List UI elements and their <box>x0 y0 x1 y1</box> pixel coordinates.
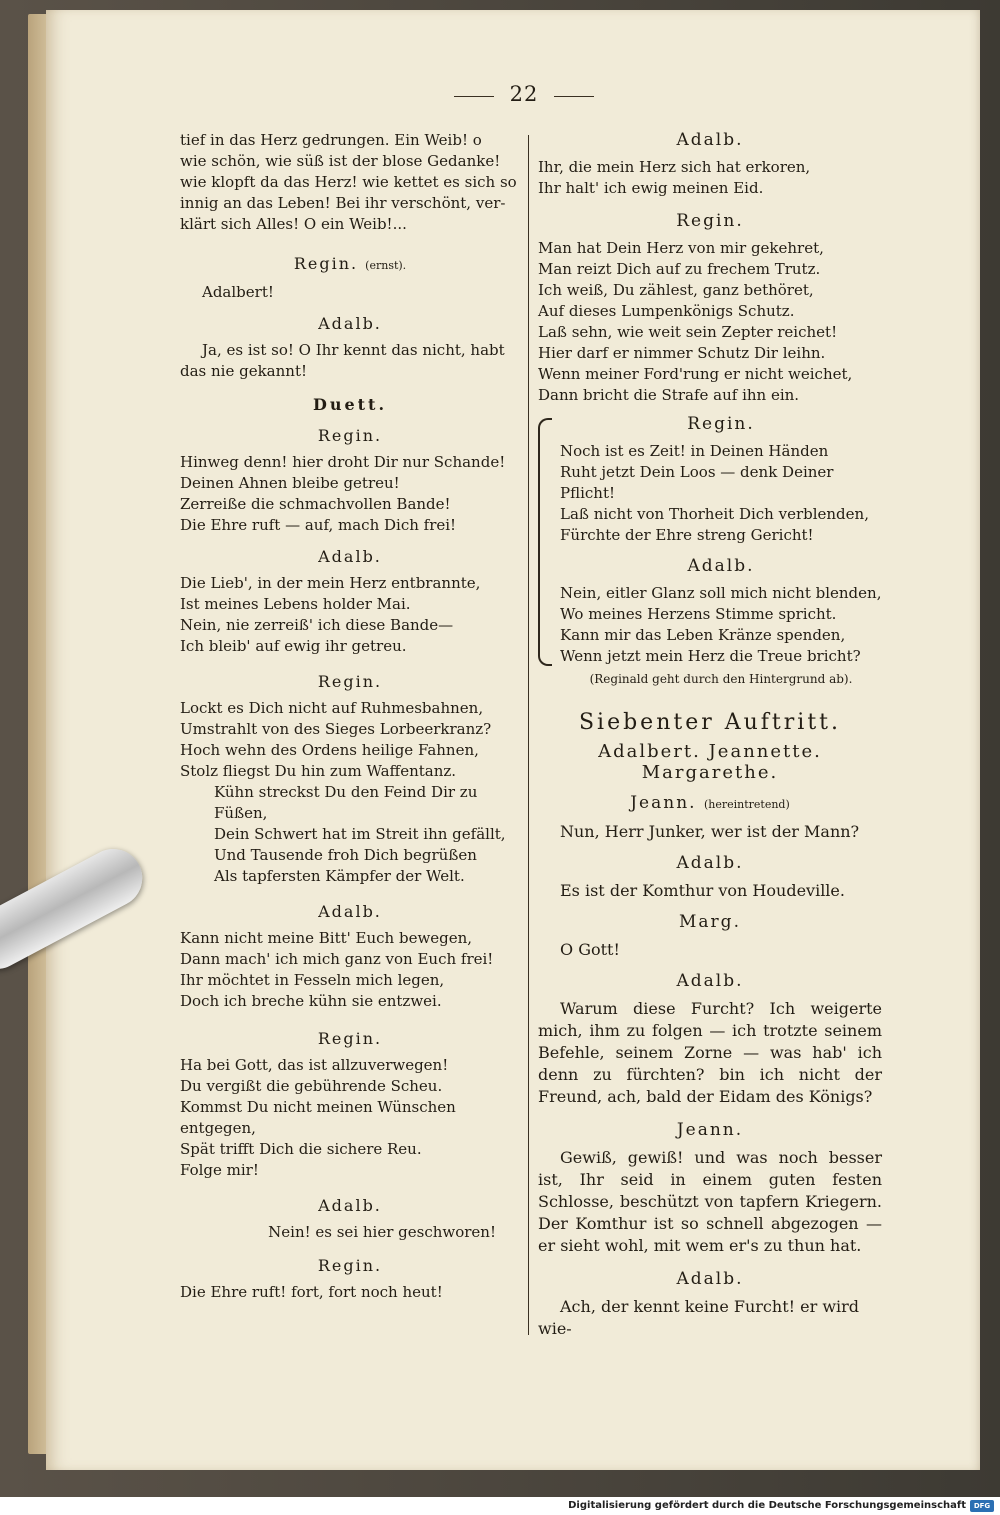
verse-block <box>560 583 882 667</box>
verse-line: Ruht jetzt Dein Loos — denk Deiner Pflicht! <box>560 463 834 502</box>
verse-line: Man hat Dein Herz von mir gekehret, <box>538 239 824 257</box>
speaker-name: Regin. <box>317 1029 383 1048</box>
verse-line: Kann nicht meine Bitt' Euch bewegen, <box>180 929 473 947</box>
verse-line: Die Ehre ruft — auf, mach Dich frei! <box>180 516 457 534</box>
text-line: wie klopft da das Herz! wie kettet es sich so <box>180 173 517 191</box>
verse-line: Auf dieses Lumpenkönigs Schutz. <box>538 302 795 320</box>
verse-line: Folge mir! <box>180 1161 259 1179</box>
funding-credit: Digitalisierung gefördert durch die Deutsche Forschungsgemeinschaft <box>568 1500 966 1511</box>
verse-line: Dann bricht die Strafe auf ihn ein. <box>538 386 800 404</box>
verse-line: Ich weiß, Du zählest, ganz bethöret, <box>538 281 814 299</box>
verse-line: Laß nicht von Thorheit Dich verblenden, <box>560 505 869 523</box>
verse-line: Die Lieb', in der mein Herz entbrannte, <box>180 574 481 592</box>
verse-line: Wenn jetzt mein Herz die Treue bricht? <box>560 647 861 665</box>
verse-line: Nein, eitler Glanz soll mich nicht blenden, <box>560 584 882 602</box>
verse-line: Dann mach' ich mich ganz von Euch frei! <box>180 950 494 968</box>
verse-line: Ihr halt' ich ewig meinen Eid. <box>538 179 764 197</box>
column-divider <box>528 135 529 1335</box>
cast-list: Adalbert. Jeannette. Margarethe. <box>598 741 822 783</box>
right-column <box>538 130 882 1340</box>
verse-line: Umstrahlt von des Sieges Lorbeerkranz? <box>180 720 492 738</box>
verse-block <box>538 157 882 199</box>
speaker-name: Adalb. <box>676 130 744 150</box>
dfg-logo-icon: DFG <box>970 1500 994 1512</box>
dialogue-line: Es ist der Komthur von Houdeville. <box>560 881 845 900</box>
verse-block <box>560 441 882 546</box>
dialogue-paragraph <box>180 340 520 382</box>
stage-note: (hereintretend) <box>703 798 790 811</box>
verse-line: Hinweg denn! hier droht Dir nur Schande! <box>180 453 506 471</box>
curly-brace <box>538 418 552 666</box>
verse-line: Wo meines Herzens Stimme spricht. <box>560 605 837 623</box>
dialogue-line: Ach, der kennt keine Furcht! er wird wie- <box>538 1297 860 1338</box>
speaker-name: Regin. <box>676 211 744 231</box>
dialogue-paragraph: Warum diese Furcht? Ich weigerte mich, ihm zu folgen — ich trotzte seinem Befehle, seinem Zorne — was hab' ich denn zu fürchten? bin ich nicht der Freund, ach, bald der Eidam des Königs? <box>538 999 882 1106</box>
verse-line: Wenn meiner Ford'rung er nicht weichet, <box>538 365 853 383</box>
verse-line: Als tapfersten Kämpfer der Welt. <box>214 867 465 885</box>
verse-line: Nein! es sei hier geschworen! <box>268 1223 496 1241</box>
speaker-name: Regin. <box>317 672 383 691</box>
intro-paragraph <box>180 130 520 235</box>
speaker-name: Adalb. <box>318 547 382 566</box>
text-line: wie schön, wie süß ist der blose Gedanke! <box>180 152 501 170</box>
speaker-name: Adalb. <box>687 556 755 576</box>
dialogue-line: O Gott! <box>560 940 620 959</box>
speaker-name: Regin. <box>317 1256 383 1275</box>
verse-line: Hoch wehn des Ordens heilige Fahnen, <box>180 741 479 759</box>
section-heading: Duett. <box>312 395 388 414</box>
left-column <box>180 130 520 1303</box>
text-line: tief in das Herz gedrungen. Ein Weib! o <box>180 131 482 149</box>
verse-line: Ihr, die mein Herz sich hat erkoren, <box>538 158 811 176</box>
verse-line: Ich bleib' auf ewig ihr getreu. <box>180 637 407 655</box>
text-line: klärt sich Alles! O ein Weib!... <box>180 215 407 233</box>
verse-line: Ist meines Lebens holder Mai. <box>180 595 411 613</box>
verse-block <box>180 573 520 657</box>
verse-line: Hier darf er nimmer Schutz Dir leihn. <box>538 344 826 362</box>
verse-line: Dein Schwert hat im Streit ihn gefällt, <box>214 825 506 843</box>
verse-line: Ha bei Gott, das ist allzuverwegen! <box>180 1056 449 1074</box>
verse-line: Du vergißt die gebührende Scheu. <box>180 1077 443 1095</box>
speaker-name: Adalb. <box>318 1196 382 1215</box>
verse-line: Zerreiße die schmachvollen Bande! <box>180 495 451 513</box>
speaker-name: Regin. <box>317 426 383 445</box>
verse-block <box>180 452 520 536</box>
verse-block <box>180 1055 520 1181</box>
speaker-name: Adalb. <box>318 314 382 333</box>
page-number: 22 <box>454 82 594 106</box>
verse-block <box>180 698 520 887</box>
speaker-name: Adalb. <box>318 902 382 921</box>
speaker-name <box>538 793 882 815</box>
speaker-name: Adalb. <box>676 853 744 873</box>
verse-line: Und Tausende froh Dich begrüßen <box>214 846 477 864</box>
verse-line: Ihr möchtet in Fesseln mich legen, <box>180 971 445 989</box>
verse-line: Noch ist es Zeit! in Deinen Händen <box>560 442 829 460</box>
verse-block <box>538 238 882 406</box>
verse-line: Die Ehre ruft! fort, fort noch heut! <box>180 1283 443 1301</box>
verse-line: Deinen Ahnen bleibe getreu! <box>180 474 400 492</box>
speaker-label: Jeann. <box>630 793 697 813</box>
verse-line: Lockt es Dich nicht auf Ruhmesbahnen, <box>180 699 484 717</box>
speaker-label: Regin. <box>293 254 359 273</box>
dialogue-line: Adalbert! <box>202 283 274 301</box>
speaker-name: Adalb. <box>676 1269 744 1289</box>
speaker-name: Regin. <box>687 414 755 434</box>
verse-block <box>180 928 520 1012</box>
speaker-name: Adalb. <box>676 971 744 991</box>
verse-line: Stolz fliegst Du hin zum Waffentanz. <box>180 762 457 780</box>
verse-line: Doch ich breche kühn sie entzwei. <box>180 992 442 1010</box>
text-line: Ja, es ist so! O Ihr kennt das nicht, habt <box>202 341 505 359</box>
verse-line: Kann mir das Leben Kränze spenden, <box>560 626 846 644</box>
speaker-name: Marg. <box>679 912 741 932</box>
verse-line: Man reizt Dich auf zu frechem Trutz. <box>538 260 821 278</box>
stage-direction: (Reginald geht durch den Hintergrund ab). <box>589 672 853 686</box>
verse-line: Spät trifft Dich die sichere Reu. <box>180 1140 422 1158</box>
verse-line: Laß sehn, wie weit sein Zepter reichet! <box>538 323 838 341</box>
speaker-name <box>180 253 520 276</box>
duet-bracket-block <box>538 414 882 690</box>
speaker-name: Jeann. <box>676 1120 744 1140</box>
text-line: das nie gekannt! <box>180 362 308 380</box>
verse-line: Fürchte der Ehre streng Gericht! <box>560 526 814 544</box>
dialogue-line: Nun, Herr Junker, wer ist der Mann? <box>560 822 860 841</box>
verse-line: Nein, nie zerreiß' ich diese Bande— <box>180 616 454 634</box>
verse-line: Kühn streckst Du den Feind Dir zu Füßen, <box>214 783 478 822</box>
text-line: innig an das Leben! Bei ihr verschönt, ver- <box>180 194 506 212</box>
stage-note: (ernst). <box>365 259 407 272</box>
dialogue-paragraph: Gewiß, gewiß! und was noch besser ist, Ihr seid in einem guten festen Schlosse, beschützt von tapfern Kriegern. Der Komthur ist so schnell abgezogen — er sieht wohl, mit wem er's zu thun hat. <box>538 1148 882 1255</box>
verse-line: Kommst Du nicht meinen Wünschen entgegen, <box>180 1098 456 1137</box>
scene-title: Siebenter Auftritt. <box>578 710 842 735</box>
